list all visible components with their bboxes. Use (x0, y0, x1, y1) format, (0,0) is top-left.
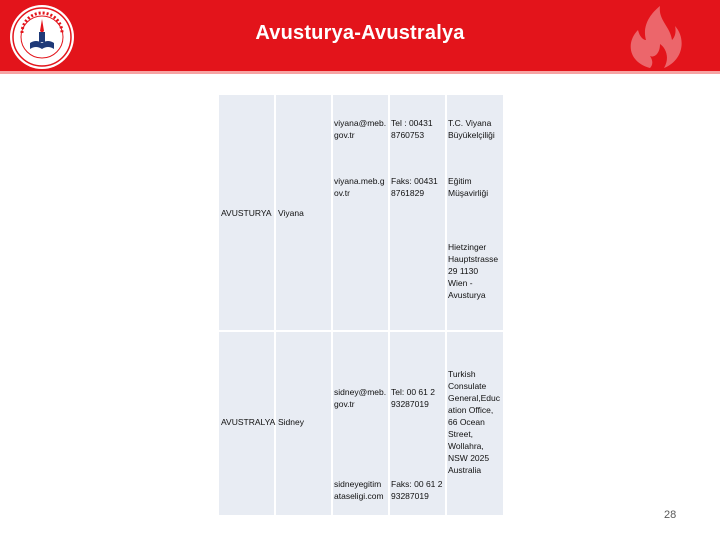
email-text: sidney@meb. (334, 387, 387, 397)
phone-text: 8760753 (391, 130, 425, 140)
address-text: Hauptstrasse (448, 254, 499, 264)
email-text: sidneyegitim (334, 479, 382, 489)
email-text: ov.tr (334, 188, 350, 198)
email-text: gov.tr (334, 399, 355, 409)
city-name: Sidney (278, 417, 304, 427)
consulates-table (219, 95, 503, 515)
address-text: Wien - (448, 278, 473, 288)
address-text: Australia (448, 465, 482, 475)
address-text: 66 Ocean (448, 417, 485, 427)
country-name: AVUSTRALYA (221, 417, 276, 427)
email-text: ataseligi.com (334, 491, 384, 501)
page-number: 28 (664, 509, 677, 521)
address-text: T.C. Viyana (448, 118, 492, 128)
header-bar (0, 0, 720, 71)
address-text: General,Educ (448, 393, 500, 403)
address-text: Wollahra, (448, 441, 484, 451)
phone-text: Tel: 00 61 2 (391, 387, 435, 397)
address-text: NSW 2025 (448, 453, 490, 463)
address-text: Consulate (448, 381, 487, 391)
fax-text: Faks: 00 61 2 (391, 479, 443, 489)
fax-text: Faks: 00431 (391, 176, 438, 186)
page-title: Avusturya-Avustralya (255, 22, 465, 44)
phone-text: 93287019 (391, 399, 429, 409)
flame-icon (620, 4, 690, 72)
city-name: Viyana (278, 208, 304, 218)
address-text: Turkish (448, 369, 476, 379)
email-text: viyana.meb.g (334, 176, 385, 186)
address-text: Büyükelçiliği (448, 130, 495, 140)
country-name: AVUSTURYA (221, 208, 272, 218)
table-row (219, 332, 503, 515)
address-text: Avusturya (448, 290, 486, 300)
table-row (219, 95, 503, 330)
phone-text: Tel : 00431 (391, 118, 433, 128)
address-text: ation Office, (448, 405, 494, 415)
address-text: Hietzinger (448, 242, 487, 252)
header-divider (0, 71, 720, 74)
email-text: viyana@meb. (334, 118, 387, 128)
email-text: gov.tr (334, 130, 355, 140)
fax-text: 8761829 (391, 188, 425, 198)
fax-text: 93287019 (391, 491, 429, 501)
address-text: Müşavirliği (448, 188, 489, 198)
address-text: 29 1130 (448, 266, 479, 276)
address-text: Street, (448, 429, 474, 439)
address-text: Eğitim (448, 176, 472, 186)
